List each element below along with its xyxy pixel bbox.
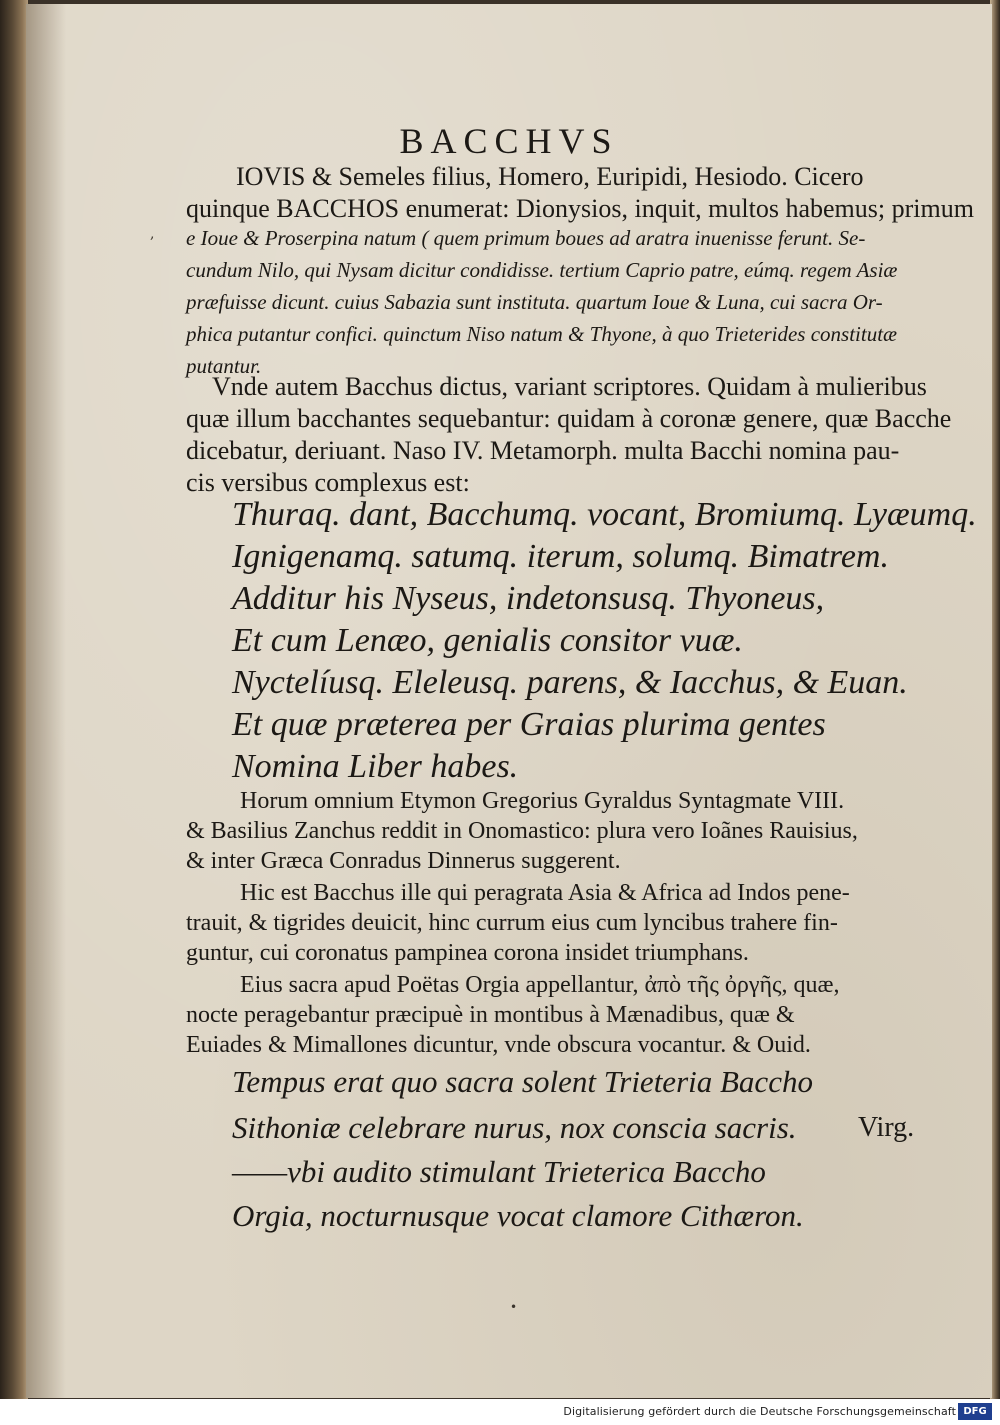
verse-line: Tempus erat quo sacra solent Trieteria Baccho xyxy=(232,1064,813,1099)
text-line: putantur. xyxy=(186,354,262,378)
text-line: trauit, & tigrides deuicit, hinc currum eius cum lyncibus trahere fin- xyxy=(186,910,838,936)
text-line: & inter Græca Conradus Dinnerus suggerent. xyxy=(186,848,621,874)
text-line: Horum omnium Etymon Gregorius Gyraldus Syntagmate VIII. xyxy=(240,788,845,814)
text-line: guntur, cui coronatus pampinea corona insidet triumphans. xyxy=(186,940,749,966)
page-sheet xyxy=(26,4,992,1398)
verse-line: Et cum Lenæo, genialis consitor vuæ. xyxy=(232,622,743,659)
text-line: quinque BACCHOS enumerat: Dionysios, inquit, multos habemus; primum xyxy=(186,194,974,223)
verse-line: Thuraq. dant, Bacchumq. vocant, Bromiumq. Lyæumq. xyxy=(232,496,977,533)
verse-line: Ignigenamq. satumq. iterum, solumq. Bimatrem. xyxy=(232,538,889,575)
footer-credit: Digitalisierung gefördert durch die Deutsche Forschungsgemeinschaft xyxy=(563,1405,956,1418)
verse-line: Orgia, nocturnusque vocat clamore Cithæron. xyxy=(232,1198,804,1233)
text-line: Hic est Bacchus ille qui peragrata Asia & Africa ad Indos pene- xyxy=(240,880,850,906)
text-line: IOVIS & Semeles filius, Homero, Euripidi, Hesiodo. Cicero xyxy=(236,162,864,191)
book-spine-edge xyxy=(0,0,28,1400)
verse-line: Additur his Nyseus, indetonsusq. Thyoneus, xyxy=(232,580,825,617)
verse-line: Sithoniæ celebrare nurus, nox conscia sacris. xyxy=(232,1110,797,1145)
text-line: Vnde autem Bacchus dictus, variant scriptores. Quidam à mulieribus xyxy=(212,372,927,401)
text-line: nocte peragebantur præcipuè in montibus à Mænadibus, quæ & xyxy=(186,1002,795,1028)
text-line: quæ illum bacchantes sequebantur: quidam à coronæ genere, quæ Bacche xyxy=(186,404,952,433)
text-line: phica putantur confici. quinctum Niso natum & Thyone, à quo Trieterides constitutæ xyxy=(186,322,898,346)
dfg-logo-icon: DFG xyxy=(958,1403,992,1420)
text-line: cis versibus complexus est: xyxy=(186,468,470,497)
verse-reference: Virg. xyxy=(858,1112,915,1143)
text-line: dicebatur, deriuant. Naso IV. Metamorph. multa Bacchi nomina pau- xyxy=(186,436,900,465)
footer-bar xyxy=(0,1399,1000,1425)
verse-line: Nyctelíusq. Eleleusq. parens, & Iacchus, & Euan. xyxy=(232,664,908,701)
text-line: & Basilius Zanchus reddit in Onomastico: plura vero Ioãnes Rauisius, xyxy=(186,818,858,844)
text-line: e Ioue & Proserpina natum ( quem primum boues ad aratra inuenisse ferunt. Se- xyxy=(186,226,866,250)
page-heading: BACCHVS xyxy=(399,121,619,161)
ink-speck: , xyxy=(150,226,155,242)
text-line: Euiades & Mimallones dicuntur, vnde obscura vocantur. & Ouid. xyxy=(186,1032,811,1058)
verse-line: ——vbi audito stimulant Trieterica Baccho xyxy=(232,1154,766,1189)
verse-line: Nomina Liber habes. xyxy=(232,748,519,785)
ink-speck: • xyxy=(510,1300,518,1314)
text-line: Eius sacra apud Poëtas Orgia appellantur, ἀπὸ τῆς ὀργῆς, quæ, xyxy=(240,972,840,998)
text-line: cundum Nilo, qui Nysam dicitur condidisse. tertium Caprio patre, eúmq. regem Asiæ xyxy=(186,258,898,282)
gutter-shadow xyxy=(26,4,66,1398)
verse-line: Et quæ præterea per Graias plurima gentes xyxy=(232,706,826,743)
text-line: præfuisse dicunt. cuius Sabazia sunt instituta. quartum Ioue & Luna, cui sacra Or- xyxy=(186,290,883,314)
